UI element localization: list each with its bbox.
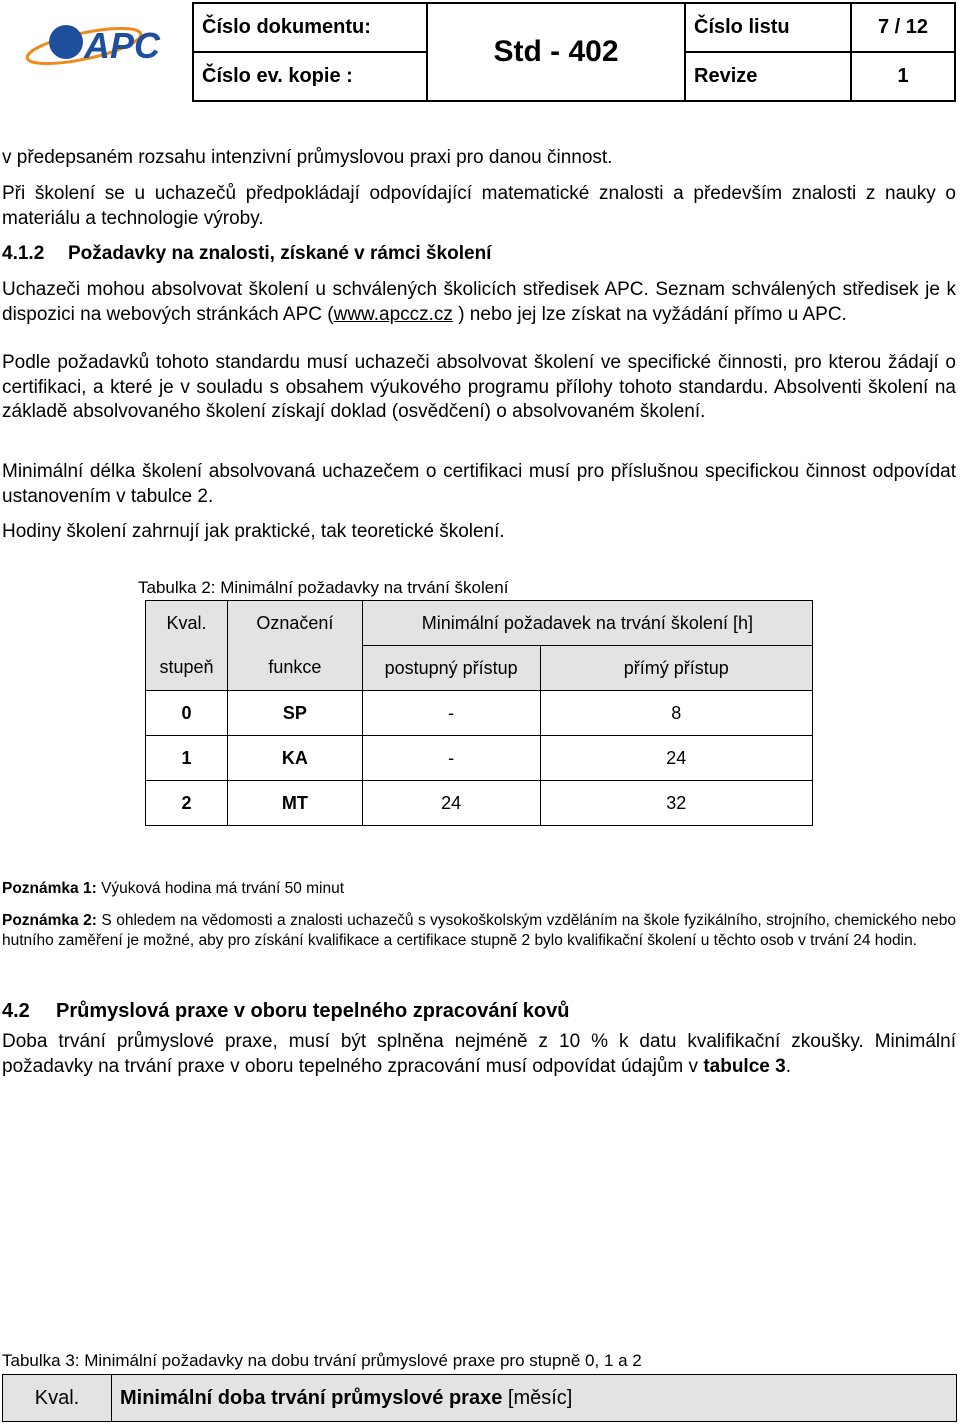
section-number: 4.1.2 bbox=[2, 243, 45, 264]
section-heading-4-1-2 bbox=[2, 243, 491, 265]
apc-website-link[interactable]: www.apccz.cz bbox=[333, 303, 453, 325]
logo-text: APC bbox=[84, 25, 161, 66]
cell-stupen: 1 bbox=[146, 736, 228, 781]
cell-primy: 32 bbox=[540, 781, 813, 826]
cell-primy: 24 bbox=[540, 736, 813, 781]
cell-postupny: - bbox=[362, 736, 540, 781]
sheet-value: 7 / 12 bbox=[851, 3, 955, 52]
section-title: Průmyslová praxe v oboru tepelného zpracování kovů bbox=[56, 1000, 570, 1022]
table-row bbox=[146, 691, 813, 736]
section-heading-4-2 bbox=[2, 1000, 570, 1023]
paragraph-4-2-end: . bbox=[785, 1055, 791, 1077]
note-2-text: S ohledem na vědomosti a znalosti uchazečů s vysokoškolským vzděláním na škole fyzikálního, strojního, chemického nebo hutního zaměření je možné, aby pro získání kvalifikace a certifikace stupně 2 bylo kvalifikační školení u těchto osob v trvání 24 hodin. bbox=[2, 912, 957, 949]
paragraph-3-text: Uchazeči mohou absolvovat školení u schválených školicích středisek APC. Seznam schválených středisek je k dispozici na webových stránkách APC ( bbox=[2, 279, 956, 325]
paragraph-4: Podle požadavků tohoto standardu musí uchazeči absolvovat školení ve specifické činnosti, pro kterou žádají o certifikaci, a které je v souladu s obsahem výukového programu přílohy tohoto standardu. Absolventi školení na základě absolvovaného školení získají doklad (osvědčení) o absolvovaném školení. bbox=[2, 352, 956, 422]
section-title: Požadavky na znalosti, získané v rámci školení bbox=[68, 243, 492, 264]
t3-header-title-bold: Minimální doba trvání průmyslové praxe bbox=[120, 1386, 503, 1409]
t3-header-kval: Kval. bbox=[3, 1375, 112, 1422]
table-row bbox=[146, 736, 813, 781]
copy-number-label: Číslo ev. kopie : bbox=[193, 52, 427, 101]
table-2-caption: Tabulka 2: Minimální požadavky na trvání školení bbox=[138, 578, 509, 597]
doc-number-label: Číslo dokumentu: bbox=[193, 3, 427, 52]
cell-funkce: KA bbox=[227, 736, 362, 781]
revision-label: Revize bbox=[685, 52, 851, 101]
note-1-label: Poznámka 1: bbox=[2, 880, 97, 897]
document-header bbox=[192, 2, 956, 102]
header-oznaceni: Označení bbox=[227, 601, 362, 646]
paragraph-4-2-text: Doba trvání průmyslové praxe, musí být splněna nejméně z 10 % k datu kvalifikační zkoušky. Minimální požadavky na trvání praxe v oboru tepelného zpracování musí odpovídat údajům v bbox=[2, 1031, 956, 1077]
cell-primy: 8 bbox=[540, 691, 813, 736]
table-3-caption: Tabulka 3: Minimální požadavky na dobu trvání průmyslové praxe pro stupně 0, 1 a 2 bbox=[2, 1351, 642, 1370]
table-3-reference: tabulce 3 bbox=[703, 1055, 786, 1077]
cell-funkce: SP bbox=[227, 691, 362, 736]
revision-value: 1 bbox=[851, 52, 955, 101]
header-postupny: postupný přístup bbox=[362, 646, 540, 691]
cell-stupen: 0 bbox=[146, 691, 228, 736]
cell-postupny: 24 bbox=[362, 781, 540, 826]
paragraph-1: v předepsaném rozsahu intenzivní průmyslovou praxi pro danou činnost. bbox=[2, 147, 613, 168]
header-funkce: funkce bbox=[227, 646, 362, 691]
t3-header-title bbox=[112, 1375, 957, 1422]
cell-stupen: 2 bbox=[146, 781, 228, 826]
header-primy: přímý přístup bbox=[540, 646, 813, 691]
table-row bbox=[146, 781, 813, 826]
paragraph-3-text-end: ) nebo jej lze získat na vyžádání přímo u APC. bbox=[452, 303, 847, 325]
paragraph-2: Při školení se u uchazečů předpokládají odpovídající matematické znalosti a především znalosti z nauky o materiálu a technologie výroby. bbox=[2, 183, 956, 229]
paragraph-4-2 bbox=[2, 1030, 956, 1079]
table-3 bbox=[2, 1374, 957, 1422]
cell-funkce: MT bbox=[227, 781, 362, 826]
note-1 bbox=[2, 879, 956, 899]
note-2-label: Poznámka 2: bbox=[2, 912, 97, 929]
header-min-requirement: Minimální požadavek na trvání školení [h] bbox=[362, 601, 812, 646]
paragraph-3 bbox=[2, 278, 956, 327]
apc-logo bbox=[22, 14, 172, 74]
note-2 bbox=[2, 911, 956, 951]
header-kval: Kval. bbox=[146, 601, 228, 646]
cell-postupny: - bbox=[362, 691, 540, 736]
section-number: 4.2 bbox=[2, 1000, 30, 1022]
paragraph-5: Minimální délka školení absolvovaná uchazečem o certifikaci musí pro příslušnou specifickou činnost odpovídat ustanovením v tabulce 2. bbox=[2, 461, 956, 507]
paragraph-6: Hodiny školení zahrnují jak praktické, tak teoretické školení. bbox=[2, 521, 505, 542]
sheet-label: Číslo listu bbox=[685, 3, 851, 52]
table-2 bbox=[145, 600, 813, 826]
t3-header-unit: [měsíc] bbox=[502, 1386, 573, 1409]
doc-number: Std - 402 bbox=[427, 3, 685, 101]
header-stupen: stupeň bbox=[146, 646, 228, 691]
note-1-text: Výuková hodina má trvání 50 minut bbox=[96, 880, 345, 897]
